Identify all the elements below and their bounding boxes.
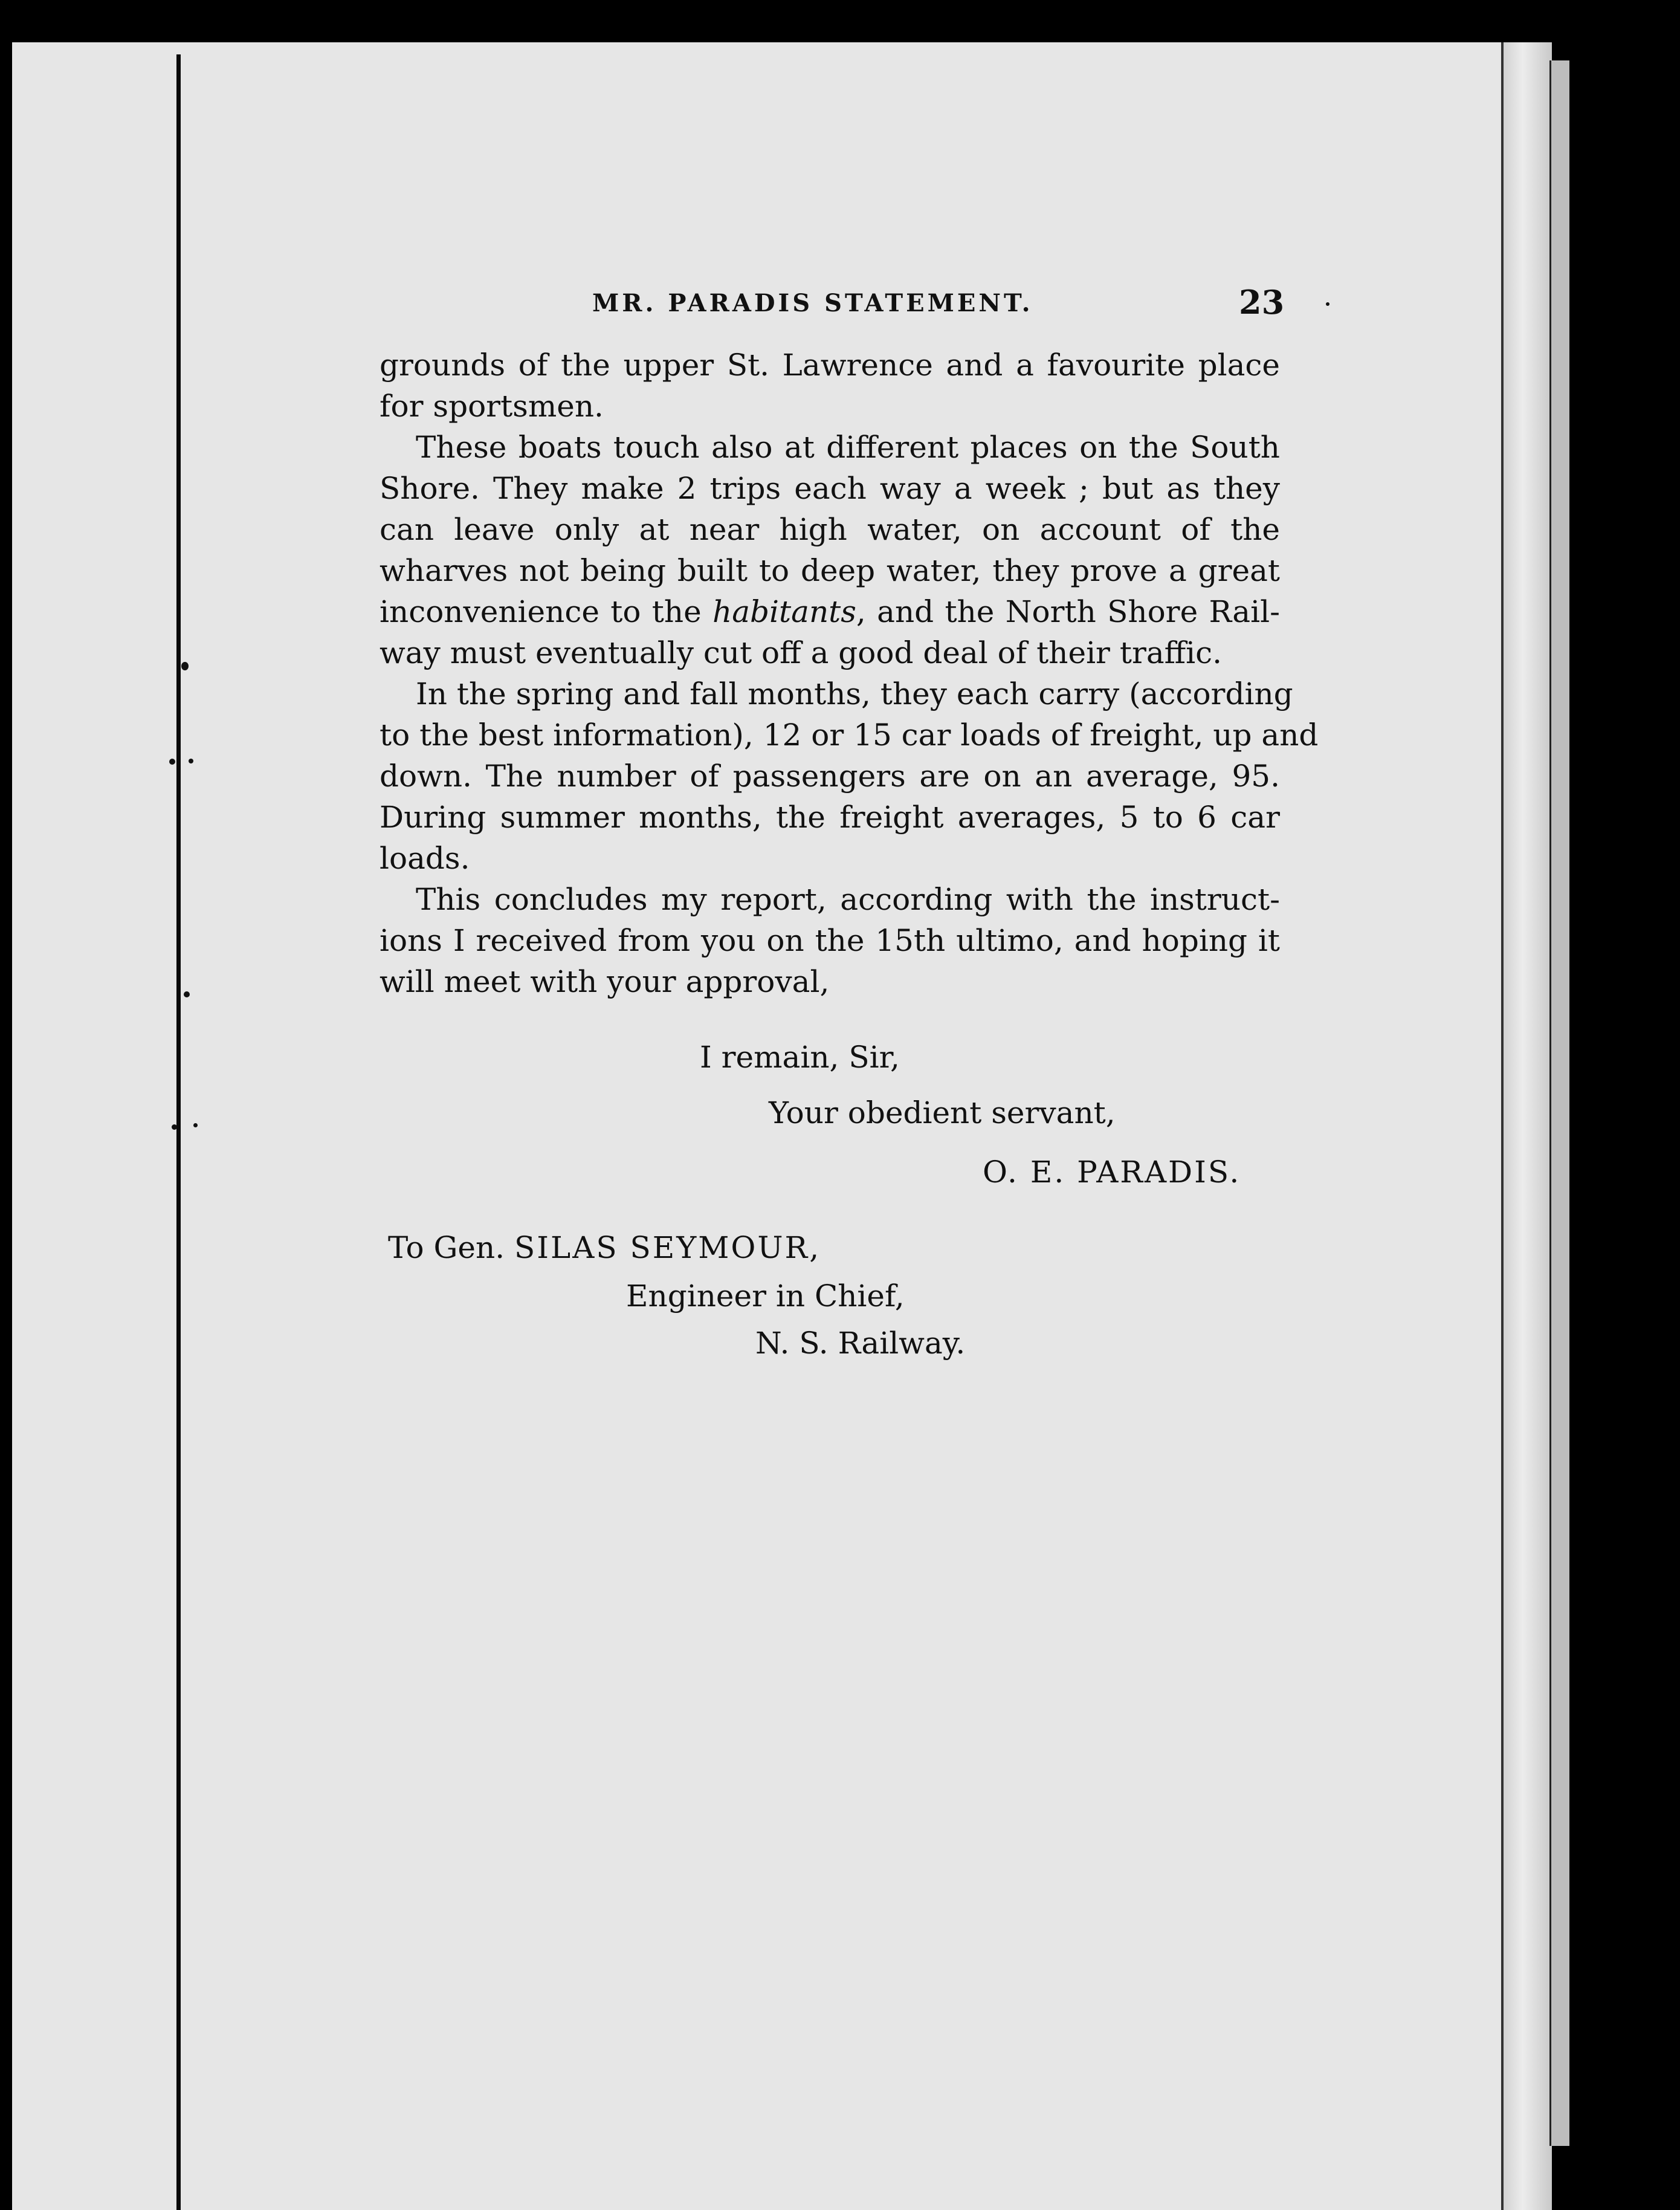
- binding-gutter: [176, 54, 181, 2210]
- body-text: [380, 345, 1319, 1002]
- address-company: N. S. Railway.: [755, 1326, 966, 1361]
- page-edge: [1549, 60, 1569, 2146]
- running-title: MR. PARADIS STATEMENT.: [592, 289, 1033, 317]
- text-segment: inconvenience to the: [380, 594, 702, 629]
- address-prefix: To Gen.: [388, 1230, 505, 1265]
- scan-speck: [193, 1123, 198, 1127]
- paragraph: [380, 673, 1319, 879]
- paragraph: [380, 427, 1280, 673]
- text-line: way must eventually cut off a good deal of their traffic.: [380, 635, 1223, 670]
- page-number: 23: [1239, 283, 1285, 322]
- text-line: These boats touch also at different places on the South: [416, 430, 1280, 465]
- text-line: During summer months, the freight averages, 5 to 6 car: [380, 800, 1280, 835]
- text-line: loads.: [380, 841, 470, 876]
- text-line: This concludes my report, according with the instruct-: [416, 882, 1280, 917]
- text-line: In the spring and fall months, they each carry (according: [416, 676, 1293, 711]
- text-line: will meet with your approval,: [380, 964, 830, 999]
- paragraph: [380, 879, 1280, 1002]
- text-line-mixed: [380, 591, 1280, 632]
- text-line: can leave only at near high water, on account of the: [380, 512, 1280, 547]
- text-line: down. The number of passengers are on an average, 95.: [380, 759, 1280, 794]
- text-line: to the best information), 12 or 15 car loads of freight, up and: [380, 718, 1319, 753]
- scan-speck: [181, 662, 189, 670]
- signature: O. E. PARADIS.: [983, 1155, 1241, 1190]
- page-fold: [1501, 42, 1552, 2210]
- text-segment: , and the North Shore Rail-: [856, 594, 1280, 629]
- text-line: grounds of the upper St. Lawrence and a favourite place: [380, 348, 1280, 383]
- scan-speck: [1326, 302, 1329, 306]
- closing-remain: I remain, Sir,: [700, 1040, 900, 1075]
- text-line: ions I received from you on the 15th ultimo, and hoping it: [380, 923, 1280, 958]
- closing-servant: Your obedient servant,: [769, 1095, 1116, 1130]
- scan-speck: [172, 1124, 177, 1130]
- address-title: Engineer in Chief,: [626, 1278, 905, 1314]
- scan-speck: [189, 759, 193, 763]
- recipient-name: SILAS SEYMOUR,: [514, 1230, 821, 1265]
- scan-speck: [169, 759, 175, 765]
- italic-term: habitants: [712, 594, 856, 629]
- paragraph: [380, 345, 1280, 427]
- text-line: wharves not being built to deep water, they prove a great: [380, 553, 1280, 588]
- running-head: [375, 283, 1285, 325]
- text-line: for sportsmen.: [380, 389, 604, 424]
- scan-speck: [184, 991, 190, 997]
- address-recipient: [388, 1230, 821, 1265]
- text-line: Shore. They make 2 trips each way a week ; but as they: [380, 471, 1280, 506]
